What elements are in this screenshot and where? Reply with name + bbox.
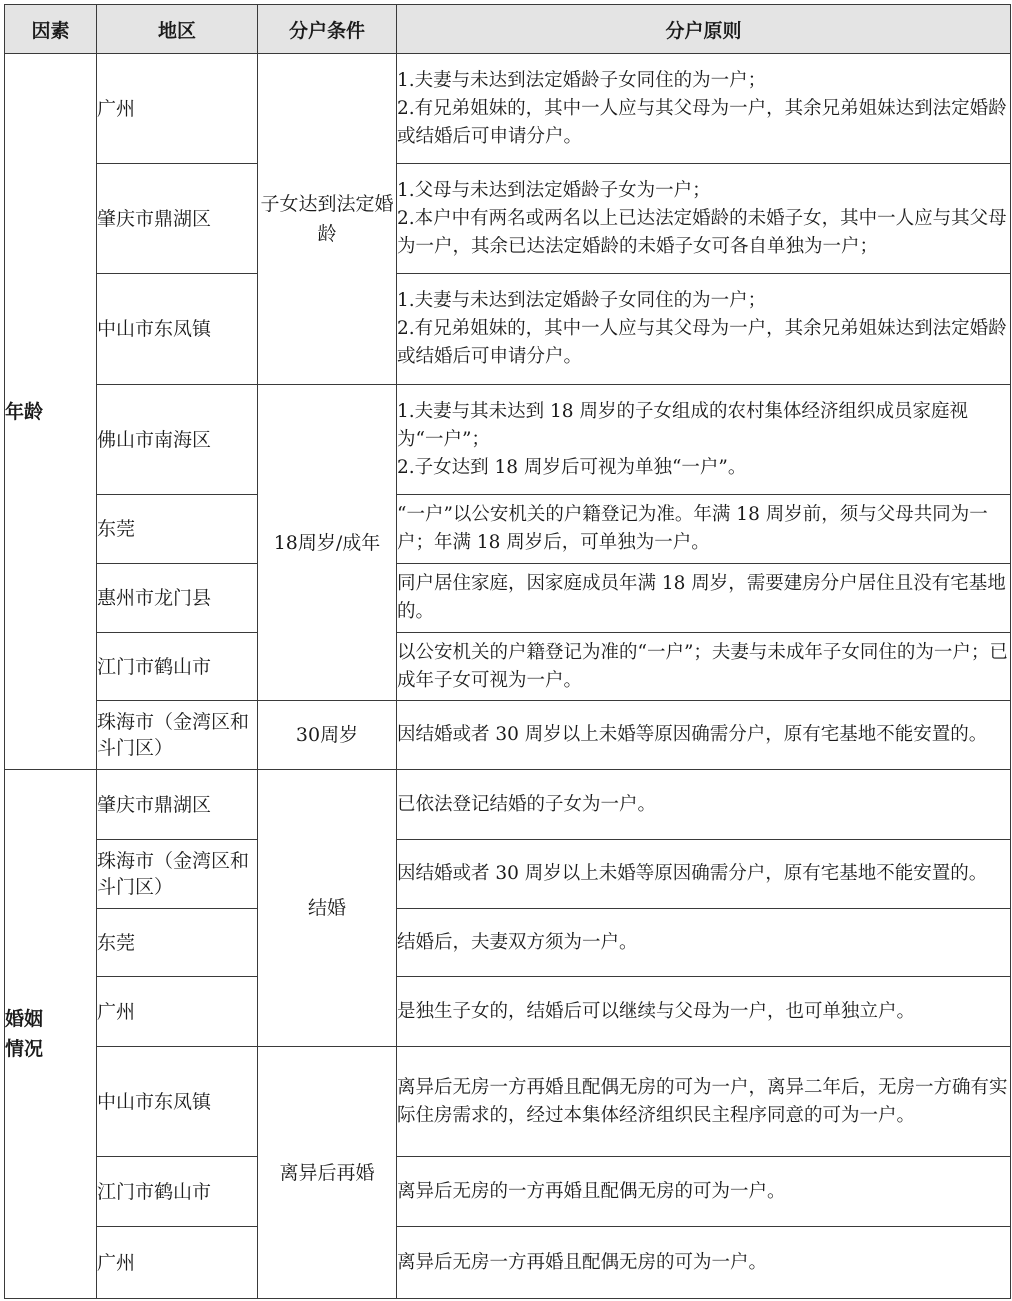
rule-line: 1.夫妻与未达到法定婚龄子女同住的为一户；: [397, 290, 767, 311]
table-row: [5, 1227, 1011, 1299]
condition-cell: 子女达到法定婚龄: [258, 54, 397, 385]
table-row: [5, 633, 1011, 701]
rule-line: 1.夫妻与其未达到 18 周岁的子女组成的农村集体经济组织成员家庭视为“一户”；: [397, 400, 968, 450]
header-factor: 因素: [5, 5, 97, 54]
rule-cell: 已依法登记结婚的子女为一户。: [397, 770, 1011, 840]
table-row: [5, 909, 1011, 977]
table-row: [5, 770, 1011, 840]
rule-cell: [397, 54, 1011, 164]
rule-cell: 离异后无房的一方再婚且配偶无房的可为一户。: [397, 1157, 1011, 1227]
table-row: [5, 564, 1011, 633]
condition-cell: 18周岁/成年: [258, 385, 397, 701]
region-cell: 江门市鹤山市: [97, 1157, 258, 1227]
region-cell: 东莞: [97, 909, 258, 977]
header-condition: 分户条件: [258, 5, 397, 54]
factor-marriage: [5, 770, 97, 1299]
table-row: [5, 1047, 1011, 1157]
factor-marriage-line1: 婚姻: [5, 1008, 44, 1030]
table-row: [5, 164, 1011, 274]
rule-cell: 是独生子女的，结婚后可以继续与父母为一户，也可单独立户。: [397, 977, 1011, 1047]
header-principle: 分户原则: [397, 5, 1011, 54]
region-cell: 肇庆市鼎湖区: [97, 770, 258, 840]
region-cell: 珠海市（金湾区和斗门区）: [97, 701, 258, 770]
condition-cell: 结婚: [258, 770, 397, 1047]
rule-line: 2.子女达到 18 周岁后可视为单独“一户”。: [397, 456, 747, 478]
rule-cell: [397, 274, 1011, 385]
rule-cell: 同户居住家庭，因家庭成员年满 18 周岁，需要建房分户居住且没有宅基地的。: [397, 564, 1011, 633]
rule-cell: 因结婚或者 30 周岁以上未婚等原因确需分户，原有宅基地不能安置的。: [397, 840, 1011, 909]
region-cell: 中山市东凤镇: [97, 1047, 258, 1157]
condition-cell: 离异后再婚: [258, 1047, 397, 1299]
table-row: [5, 701, 1011, 770]
rule-line: 2.有兄弟姐妹的，其中一人应与其父母为一户，其余兄弟姐妹达到法定婚龄或结婚后可申请分户。: [397, 318, 1007, 367]
household-split-table: [4, 4, 1011, 1299]
region-cell: 佛山市南海区: [97, 385, 258, 495]
rule-cell: 离异后无房一方再婚且配偶无房的可为一户。: [397, 1227, 1011, 1299]
table-row: [5, 54, 1011, 164]
rule-cell: [397, 385, 1011, 495]
rule-cell: [397, 164, 1011, 274]
region-cell: 肇庆市鼎湖区: [97, 164, 258, 274]
rule-cell: 因结婚或者 30 周岁以上未婚等原因确需分户，原有宅基地不能安置的。: [397, 701, 1011, 770]
rule-cell: 离异后无房一方再婚且配偶无房的可为一户，离异二年后，无房一方确有实际住房需求的，经过本集体经济组织民主程序同意的可为一户。: [397, 1047, 1011, 1157]
table-row: [5, 1157, 1011, 1227]
table-row: [5, 840, 1011, 909]
header-row: [5, 5, 1011, 54]
rule-line: 1.父母与未达到法定婚龄子女为一户；: [397, 179, 711, 201]
region-cell: 江门市鹤山市: [97, 633, 258, 701]
rule-cell: “一户”以公安机关的户籍登记为准。年满 18 周岁前，须与父母共同为一户；年满 18 周岁后，可单独为一户。: [397, 495, 1011, 564]
region-cell: 广州: [97, 54, 258, 164]
table-row: [5, 495, 1011, 564]
table-row: [5, 385, 1011, 495]
rule-line: 2.本户中有两名或两名以上已达法定婚龄的未婚子女，其中一人应与其父母为一户，其余已达法定婚龄的未婚子女可各自单独为一户；: [397, 207, 1007, 257]
region-cell: 珠海市（金湾区和斗门区）: [97, 840, 258, 909]
rule-line: 2.有兄弟姐妹的，其中一人应与其父母为一户，其余兄弟姐妹达到法定婚龄或结婚后可申请分户。: [397, 97, 1007, 147]
region-cell: 广州: [97, 1227, 258, 1299]
table-row: [5, 977, 1011, 1047]
header-region: 地区: [97, 5, 258, 54]
region-cell: 广州: [97, 977, 258, 1047]
rule-line: 1.夫妻与未达到法定婚龄子女同住的为一户；: [397, 69, 767, 91]
factor-age: 年龄: [5, 54, 97, 770]
table-row: [5, 274, 1011, 385]
condition-cell: 30周岁: [258, 701, 397, 770]
region-cell: 惠州市龙门县: [97, 564, 258, 633]
factor-marriage-line2: 情况: [5, 1038, 44, 1060]
region-cell: 东莞: [97, 495, 258, 564]
rule-cell: 以公安机关的户籍登记为准的“一户”；夫妻与未成年子女同住的为一户；已成年子女可视为一户。: [397, 633, 1011, 701]
region-cell: 中山市东凤镇: [97, 274, 258, 385]
rule-cell: 结婚后，夫妻双方须为一户。: [397, 909, 1011, 977]
